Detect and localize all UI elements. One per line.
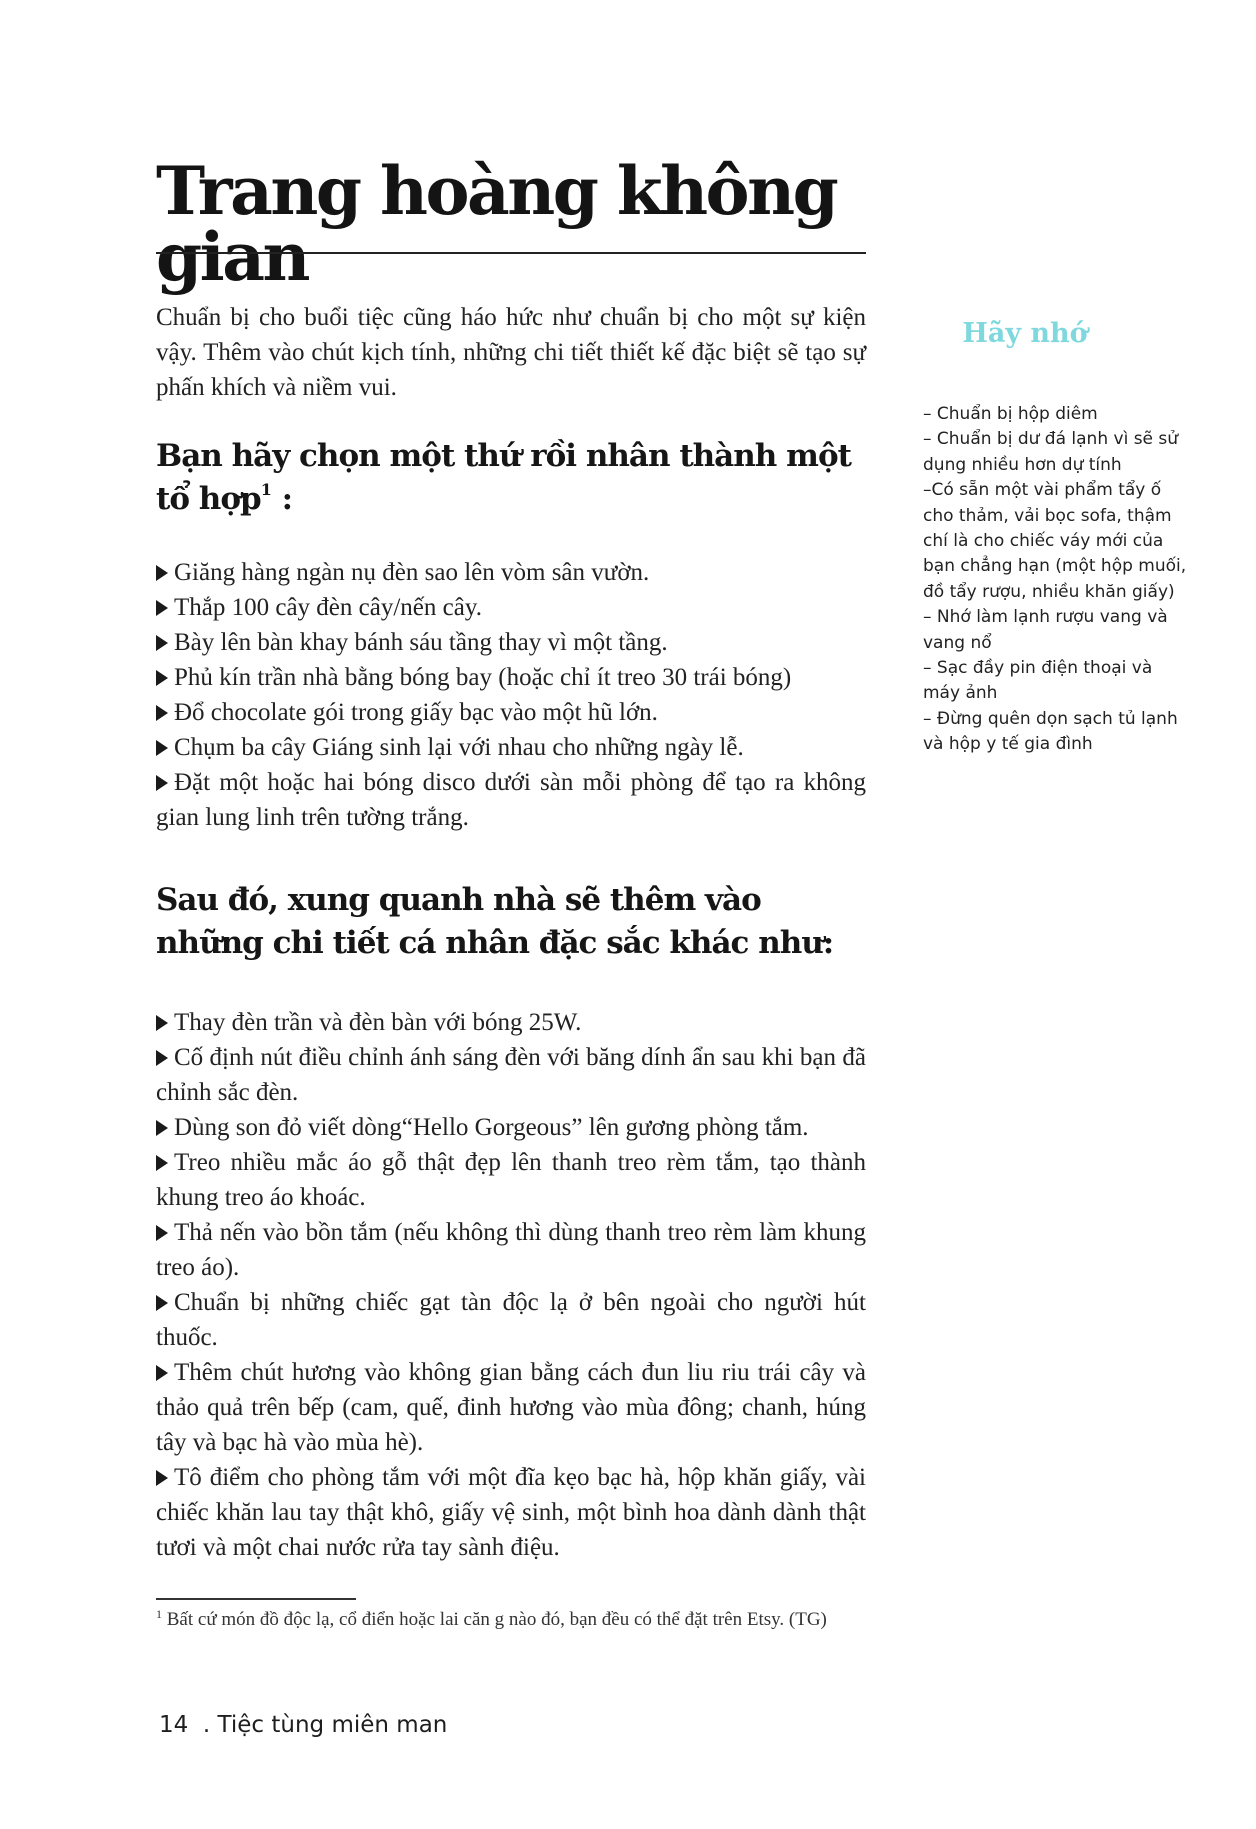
list-item [156,1460,866,1565]
list-item-text: Chụm ba cây Giáng sinh lại với nhau cho những ngày lễ. [174,734,744,761]
list-item [156,1215,866,1285]
triangle-bullet-icon [156,740,168,756]
section-1-heading-text: Bạn hãy chọn một thứ rồi nhân thành một tổ hợp [156,438,851,517]
sidebar-reminder-list [923,402,1191,758]
sidebar-title: Hãy nhớ [962,318,1088,349]
list-item [156,1005,866,1040]
triangle-bullet-icon [156,670,168,686]
list-item-text: Giăng hàng ngàn nụ đèn sao lên vòm sân vườn. [174,559,650,586]
intro-paragraph: Chuẩn bị cho buổi tiệc cũng háo hức như chuẩn bị cho một sự kiện vậy. Thêm vào chút kịch tính, những chi tiết thiết kế đặc biệt sẽ tạo sự phấn khích và niềm vui. [156,304,866,401]
list-item-text: Phủ kín trần nhà bằng bóng bay (hoặc chỉ ít treo 30 trái bóng) [174,664,792,691]
sidebar-item: – Đừng quên dọn sạch tủ lạnh và hộp y tế gia đình [923,708,1178,755]
list-item-text: Chuẩn bị những chiếc gạt tàn độc lạ ở bên ngoài cho người hút thuốc. [156,1289,866,1351]
section-2-list [156,1005,866,1565]
triangle-bullet-icon [156,600,168,616]
book-title: Tiệc tùng miên man [217,1712,448,1738]
triangle-bullet-icon [156,1295,168,1311]
section-1-list [156,555,866,835]
list-item [156,590,866,625]
list-item-text: Thêm chút hương vào không gian bằng cách đun liu riu trái cây và thảo quả trên bếp (cam, quế, đinh hương vào mùa đông; chanh, húng tây và bạc hà vào mùa hè). [156,1359,866,1456]
sidebar-item: – Nhớ làm lạnh rượu vang và vang nổ [923,607,1168,653]
section-2-heading: Sau đó, xung quanh nhà sẽ thêm vào những chi tiết cá nhân đặc sắc khác như: [156,882,834,961]
list-item [156,1355,866,1460]
list-item [156,1110,866,1145]
page-footer [159,1712,447,1738]
triangle-bullet-icon [156,1365,168,1381]
footnote-text: Bất cứ món đồ độc lạ, cổ điển hoặc lai căn g nào đó, bạn đều có thể đặt trên Etsy. (TG) [166,1609,827,1630]
footnote-divider [156,1598,356,1600]
list-item-text: Tô điểm cho phòng tắm với một đĩa kẹo bạc hà, hộp khăn giấy, vài chiếc khăn lau tay thật khô, giấy vệ sinh, một bình hoa dành dành thật tươi và một chai nước rửa tay sành điệu. [156,1464,866,1561]
triangle-bullet-icon [156,565,168,581]
list-item-text: Thả nến vào bồn tắm (nếu không thì dùng thanh treo rèm làm khung treo áo). [156,1219,866,1281]
title-divider [156,252,866,254]
triangle-bullet-icon [156,1050,168,1066]
sidebar-item: – Chuẩn bị hộp diêm [923,404,1098,424]
triangle-bullet-icon [156,1155,168,1171]
footnote [156,1606,866,1633]
list-item [156,555,866,590]
triangle-bullet-icon [156,1225,168,1241]
section-1-heading [156,435,866,521]
list-item [156,625,866,660]
footnote-reference: 1 [260,480,272,499]
list-item-text: Đổ chocolate gói trong giấy bạc vào một hũ lớn. [174,699,658,726]
footer-separator: . [202,1712,211,1738]
sidebar-item: – Sạc đầy pin điện thoại và máy ảnh [923,658,1153,704]
list-item [156,730,866,765]
triangle-bullet-icon [156,705,168,721]
page-number: 14 [159,1712,189,1738]
footnote-marker: 1 [156,1607,162,1621]
list-item-text: Treo nhiều mắc áo gỗ thật đẹp lên thanh treo rèm tắm, tạo thành khung treo áo khoác. [156,1149,866,1211]
list-item [156,660,866,695]
triangle-bullet-icon [156,1120,168,1136]
list-item-text: Cố định nút điều chỉnh ánh sáng đèn với băng dính ẩn sau khi bạn đã chỉnh sắc đèn. [156,1044,866,1106]
list-item [156,695,866,730]
main-column [156,300,866,1565]
triangle-bullet-icon [156,1015,168,1031]
list-item [156,1145,866,1215]
list-item-text: Đặt một hoặc hai bóng disco dưới sàn mỗi phòng để tạo ra không gian lung linh trên tường trắng. [156,769,866,831]
section-1-heading-suffix: : [271,481,293,517]
list-item [156,1285,866,1355]
triangle-bullet-icon [156,1470,168,1486]
list-item [156,765,866,835]
triangle-bullet-icon [156,635,168,651]
list-item-text: Bày lên bàn khay bánh sáu tầng thay vì một tầng. [174,629,668,656]
list-item [156,1040,866,1110]
list-item-text: Thay đèn trần và đèn bàn với bóng 25W. [174,1009,582,1036]
page-title: Trang hoàng không gian [156,152,837,296]
sidebar-item: –Có sẵn một vài phẩm tẩy ố cho thảm, vải bọc sofa, thậm chí là cho chiếc váy mới của bạn chẳng hạn (một hộp muối, đồ tẩy rượu, nhiều khăn giấy) [923,480,1187,602]
sidebar-item: – Chuẩn bị dư đá lạnh vì sẽ sử dụng nhiều hơn dự tính [923,429,1179,475]
triangle-bullet-icon [156,775,168,791]
list-item-text: Thắp 100 cây đèn cây/nến cây. [174,594,482,621]
list-item-text: Dùng son đỏ viết dòng“Hello Gorgeous” lên gương phòng tắm. [174,1114,809,1141]
